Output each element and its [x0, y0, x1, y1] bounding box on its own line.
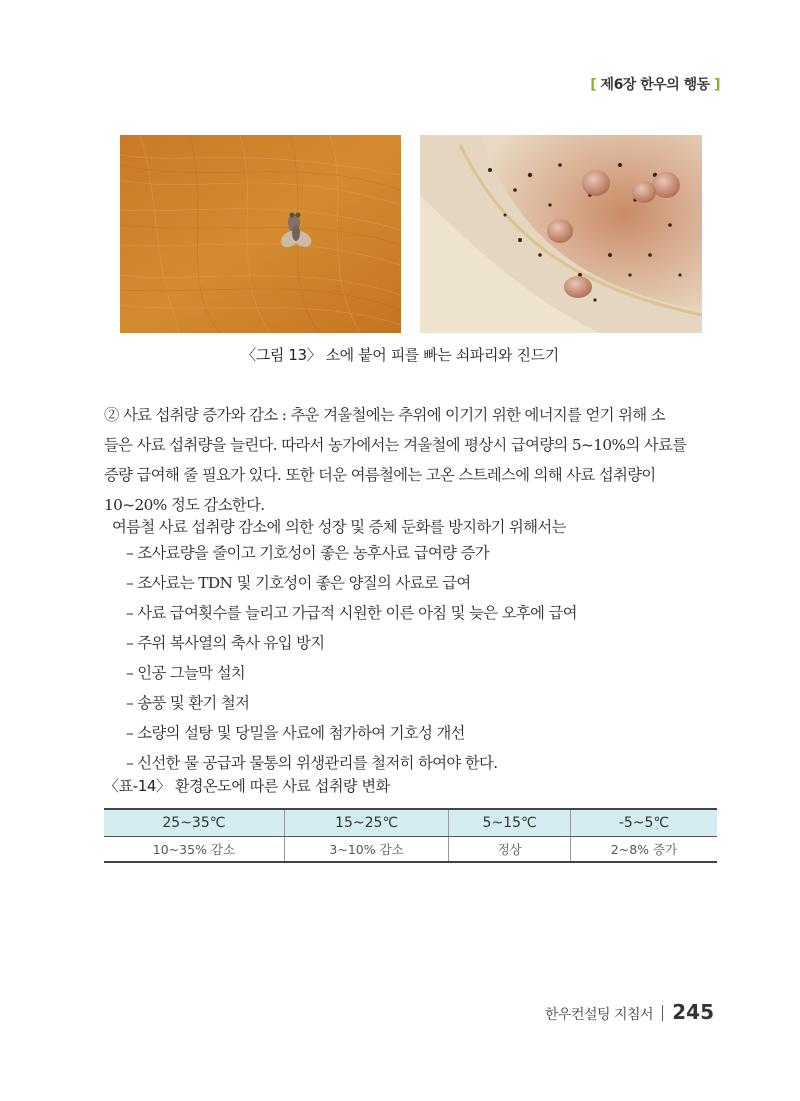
table-cell: 3~10% 감소 — [284, 837, 448, 863]
page-number: 245 — [672, 1000, 714, 1024]
table-header-cell: 15~25℃ — [284, 809, 448, 837]
table-cell: 2~8% 증가 — [570, 837, 717, 863]
book-title: 한우컨설팅 지침서 — [544, 1007, 654, 1023]
paragraph-line: 증량 급여해 줄 필요가 있다. 또한 더운 여름철에는 고온 스트레스에 의해 사료 섭취량이 — [104, 466, 656, 484]
paragraph-line: 들은 사료 섭취량을 늘린다. 따라서 농가에서는 겨울철에 평상시 급여량의 5~10%의 사료를 — [104, 436, 687, 454]
bullet-list — [126, 538, 577, 778]
photo-fly — [120, 135, 401, 333]
list-item: – 사료 급여횟수를 늘리고 가급적 시원한 이른 아침 및 늦은 오후에 급여 — [126, 604, 577, 622]
figure-caption: 〈그림 13〉 소에 붙어 피를 빠는 쇠파리와 진드기 — [241, 346, 559, 364]
list-item: – 주위 복사열의 축사 유입 방지 — [126, 634, 325, 652]
paragraph-line: 10~20% 정도 감소한다. — [104, 496, 265, 514]
table-cell: 정상 — [449, 837, 571, 863]
table-row — [104, 837, 717, 863]
header-close-bracket: ] — [714, 77, 720, 93]
list-item: – 송풍 및 환기 철저 — [126, 694, 250, 712]
list-item: – 조사료는 TDN 및 기호성이 좋은 양질의 사료로 급여 — [126, 574, 471, 592]
table-title: 〈표-14〉 환경온도에 따른 사료 섭취량 변화 — [104, 777, 390, 795]
photo-tick — [420, 135, 702, 333]
table-header-row — [104, 809, 717, 837]
page-footer — [545, 1000, 714, 1024]
list-item: – 조사료량을 줄이고 기호성이 좋은 농후사료 급여량 증가 — [126, 544, 489, 562]
intake-table — [104, 808, 717, 863]
table-header-cell: 5~15℃ — [449, 809, 571, 837]
list-item: – 소량의 설탕 및 당밀을 사료에 첨가하여 기호성 개선 — [126, 724, 465, 742]
header-open-bracket: [ — [590, 77, 597, 93]
list-item: – 신선한 물 공급과 물통의 위생관리를 철저히 하여야 한다. — [126, 754, 498, 772]
bullet-intro: 여름철 사료 섭취량 감소에 의한 성장 및 증체 둔화를 방지하기 위해서는 — [112, 518, 566, 536]
running-header — [590, 74, 720, 94]
body-paragraph — [104, 400, 718, 520]
table-cell: 10~35% 감소 — [104, 837, 284, 863]
table-header-cell: -5~5℃ — [570, 809, 717, 837]
chapter-title: 제6장 한우의 행동 — [600, 77, 710, 93]
list-item: – 인공 그늘막 설치 — [126, 664, 246, 682]
paragraph-line: ② 사료 섭취량 증가와 감소 : 추운 겨울철에는 추위에 이기기 위한 에너지를 얻기 위해 소 — [104, 406, 665, 424]
table-header-cell: 25~35℃ — [104, 809, 284, 837]
footer-divider — [662, 1005, 663, 1021]
